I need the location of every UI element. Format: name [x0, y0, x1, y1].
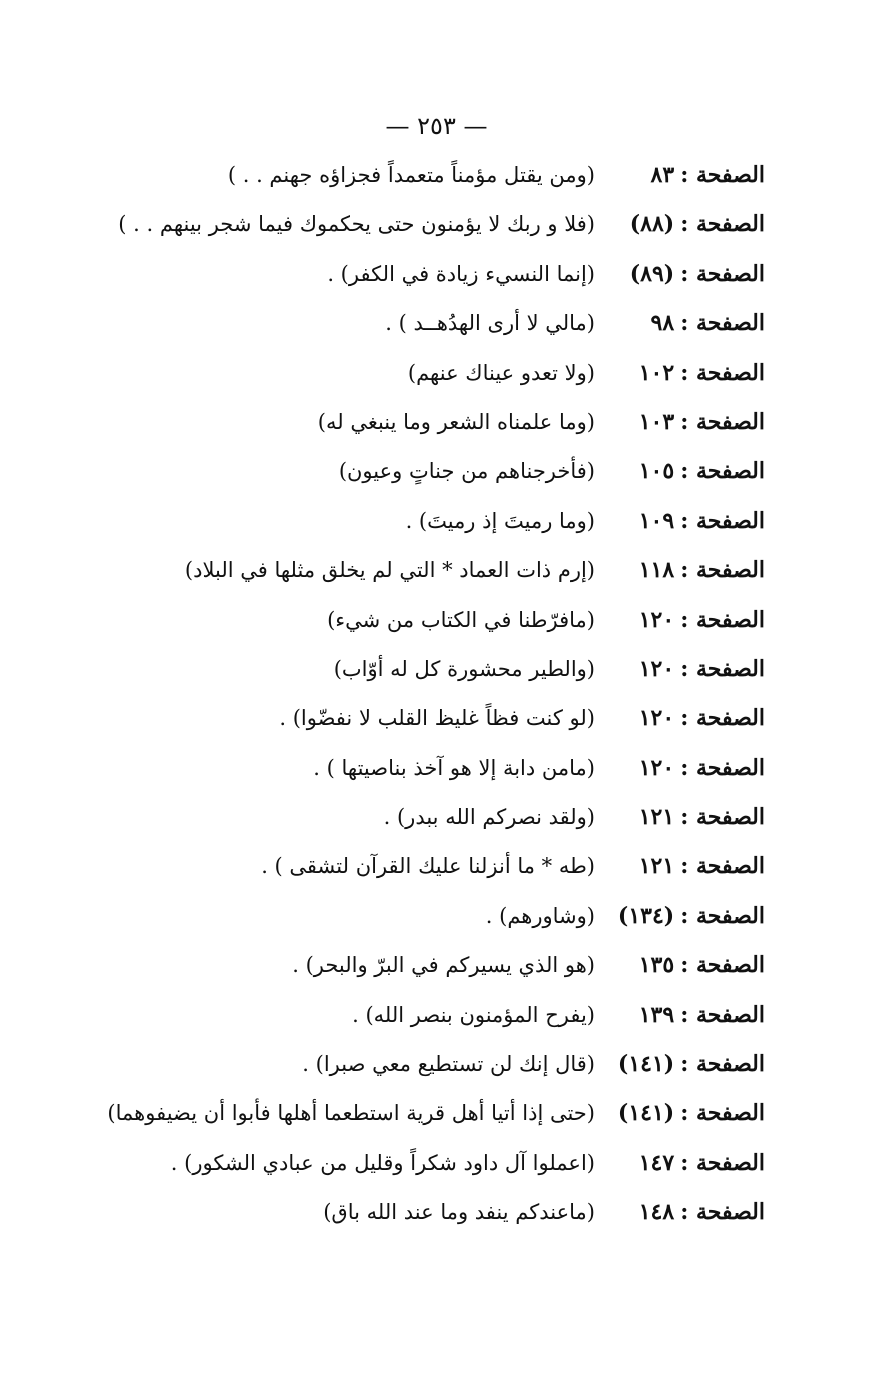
page-number: — ٢٥٣ —	[385, 112, 488, 140]
verse-text: (فلا و ربك لا يؤمنون حتى يحكموك فيما شجر بينهم . . )	[118, 212, 595, 237]
page-value: (٨٩)	[629, 260, 675, 287]
page-reference	[595, 1051, 765, 1077]
verse-text: (وما رميتَ إذ رميتَ) .	[405, 508, 595, 533]
page-reference	[595, 261, 765, 287]
page-label: الصفحة :	[680, 1051, 765, 1078]
verse-text: (إنما النسيء زيادة في الكفر) .	[327, 261, 595, 286]
verse-text: (وما علمناه الشعر وما ينبغي له)	[317, 409, 595, 434]
page-value: ١٣٥	[638, 952, 675, 979]
page-value: ١٠٣	[638, 408, 675, 435]
page-label: الصفحة :	[680, 804, 765, 831]
page-value: ١١٨	[638, 557, 675, 584]
verse-text: (حتى إذا أتيا أهل قرية استطعما أهلها فأبوا أن يضيفوهما)	[107, 1101, 595, 1126]
list-item	[55, 508, 765, 557]
page-label: الصفحة :	[680, 557, 765, 584]
page-reference	[595, 952, 765, 978]
page-reference	[595, 1100, 765, 1126]
page-reference	[595, 607, 765, 633]
list-item	[55, 458, 765, 507]
page-value: (٨٨)	[629, 211, 675, 238]
page-reference	[595, 508, 765, 534]
list-item	[55, 607, 765, 656]
verse-text: (قال إنك لن تستطيع معي صبرا) .	[302, 1052, 595, 1077]
list-item	[55, 409, 765, 458]
verse-text: (إرم ذات العماد * التي لم يخلق مثلها في البلاد)	[184, 558, 595, 583]
page-label: الصفحة :	[680, 902, 765, 929]
verse-text: (اعملوا آل داود شكراً وقليل من عبادي الشكور) .	[170, 1150, 595, 1175]
list-item	[55, 952, 765, 1001]
page-reference	[595, 557, 765, 583]
page-reference	[595, 409, 765, 435]
list-item	[55, 557, 765, 606]
verse-text: (مافرّطنا في الكتاب من شيء)	[327, 607, 595, 632]
page-value: ١٠٩	[638, 507, 675, 534]
page-reference	[595, 211, 765, 237]
page-label: الصفحة :	[680, 853, 765, 880]
page-value: ١٤٨	[638, 1199, 675, 1226]
page-value: ١٢٠	[638, 754, 675, 781]
page-value: ١٢١	[638, 853, 675, 880]
page-value: ٨٣	[650, 162, 675, 188]
verse-text: (ولا تعدو عيناك عنهم)	[407, 360, 595, 385]
list-item	[55, 1051, 765, 1100]
list-item	[55, 853, 765, 902]
verse-text: (والطير محشورة كل له أوّاب)	[333, 656, 595, 681]
list-item	[55, 360, 765, 409]
page-value: ١٢٠	[638, 606, 675, 633]
page-label: الصفحة :	[680, 1149, 765, 1176]
page-reference	[595, 162, 765, 188]
page-label: الصفحة :	[680, 408, 765, 435]
page-label: الصفحة :	[680, 1100, 765, 1127]
list-item	[55, 804, 765, 853]
verse-text: (وشاورهم) .	[485, 903, 595, 928]
list-item	[55, 656, 765, 705]
page-reference	[595, 1150, 765, 1176]
verse-text: (ماعندكم ينفد وما عند الله باق)	[323, 1200, 595, 1225]
page-value: (١٤١)	[617, 1100, 675, 1127]
page-value: (١٣٤)	[617, 902, 675, 929]
page-value: ١٢١	[638, 804, 675, 831]
page-reference	[595, 903, 765, 929]
page-value: ١٤٧	[638, 1149, 675, 1176]
verse-text: (طه * ما أنزلنا عليك القرآن لتشقى ) .	[261, 854, 595, 879]
list-item	[55, 705, 765, 754]
list-item	[55, 261, 765, 310]
page-reference	[595, 360, 765, 386]
page-label: الصفحة :	[680, 260, 765, 287]
list-item	[55, 903, 765, 952]
page-reference	[595, 1199, 765, 1225]
page-value: (١٤١)	[617, 1051, 675, 1078]
verse-index-list	[55, 162, 765, 1249]
list-item	[55, 211, 765, 260]
page-label: الصفحة :	[680, 705, 765, 732]
list-item	[55, 1100, 765, 1149]
page-value: ١٠٢	[638, 359, 675, 386]
page-value: ٩٨	[650, 310, 675, 337]
page-value: ١٢٠	[638, 655, 675, 682]
page-reference	[595, 853, 765, 879]
page-label: الصفحة :	[680, 1001, 765, 1028]
verse-text: (مامن دابة إلا هو آخذ بناصيتها ) .	[313, 755, 595, 780]
page-label: الصفحة :	[680, 310, 765, 337]
page-label: الصفحة :	[680, 952, 765, 979]
page-label: الصفحة :	[680, 507, 765, 534]
page-reference	[595, 458, 765, 484]
list-item	[55, 755, 765, 804]
verse-text: (ولقد نصركم الله ببدر) .	[383, 805, 595, 830]
page-value: ١٠٥	[638, 458, 675, 485]
list-item	[55, 1199, 765, 1248]
list-item	[55, 310, 765, 359]
verse-text: (ومن يقتل مؤمناً متعمداً فجزاؤه جهنم . . )	[227, 163, 595, 187]
list-item	[55, 162, 765, 211]
verse-text: (لو كنت فظاً غليظ القلب لا نفضّوا) .	[279, 706, 595, 731]
page-label: الصفحة :	[680, 458, 765, 485]
page-label: الصفحة :	[680, 606, 765, 633]
page-reference	[595, 755, 765, 781]
page-reference	[595, 310, 765, 336]
page-value: ١٣٩	[638, 1001, 675, 1028]
page-reference	[595, 1002, 765, 1028]
list-item	[55, 1002, 765, 1051]
page-label: الصفحة :	[680, 754, 765, 781]
page-label: الصفحة :	[680, 1199, 765, 1226]
page-label: الصفحة :	[680, 359, 765, 386]
page-label: الصفحة :	[680, 655, 765, 682]
verse-text: (يفرح المؤمنون بنصر الله) .	[352, 1002, 595, 1027]
page-label: الصفحة :	[680, 162, 765, 188]
page-reference	[595, 705, 765, 731]
verse-text: (هو الذي يسيركم في البرّ والبحر) .	[292, 953, 595, 978]
page-value: ١٢٠	[638, 705, 675, 732]
page-reference	[595, 656, 765, 682]
page-reference	[595, 804, 765, 830]
page-label: الصفحة :	[680, 211, 765, 238]
list-item	[55, 1150, 765, 1199]
verse-text: (مالي لا أرى الهدُهــد ) .	[385, 311, 595, 336]
verse-text: (فأخرجناهم من جناتٍ وعيون)	[338, 459, 595, 484]
